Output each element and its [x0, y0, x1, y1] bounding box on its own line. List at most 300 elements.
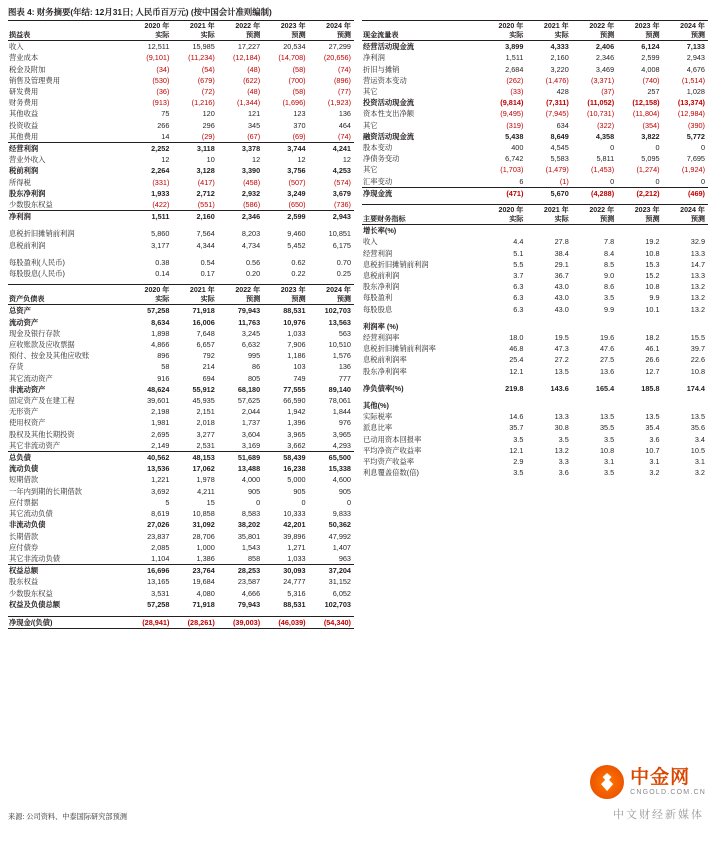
row-value: 23,764	[192, 566, 215, 576]
table-row	[8, 519, 354, 530]
column-header-year: 2021 年 实际	[526, 205, 571, 225]
table-row	[8, 542, 354, 553]
row-value: 57,258	[147, 306, 170, 316]
row-label: 增长率(%)	[363, 226, 397, 236]
row-value: 10.8	[599, 445, 615, 455]
row-value: 185.8	[641, 383, 660, 393]
row-value: 4,600	[332, 475, 351, 485]
row-value: 3.5	[513, 468, 524, 478]
row-value: (458)	[243, 177, 261, 187]
row-value	[526, 225, 571, 237]
row-value: 0	[655, 143, 660, 153]
row-label: 其他(%)	[363, 401, 389, 411]
row-label: 息税前利润	[9, 240, 46, 250]
row-value: 3,662	[287, 440, 306, 450]
table-row	[8, 616, 354, 628]
row-value: 1,942	[287, 407, 306, 417]
row-label: 经营利润	[363, 248, 393, 258]
row-value: (331)	[152, 177, 170, 187]
row-value: (4,288)	[591, 188, 615, 198]
table-row	[8, 75, 354, 86]
row-value: 3.1	[604, 457, 615, 467]
row-value: 257	[647, 87, 660, 96]
row-value: 14.7	[690, 259, 705, 269]
table-row	[8, 228, 354, 239]
row-value: 43.0	[554, 304, 569, 314]
row-value: 3,390	[241, 166, 261, 176]
row-value: 35.7	[509, 423, 524, 433]
row-value: 55,912	[192, 384, 215, 394]
row-value: 13,563	[328, 317, 351, 327]
column-header-year: 2023 年 预测	[263, 285, 308, 305]
row-label: 经营利润	[9, 144, 39, 154]
row-value: 3,965	[287, 429, 306, 439]
row-value: 3,277	[196, 429, 215, 439]
row-value: 143.6	[550, 383, 569, 393]
row-value: 3.5	[604, 293, 615, 303]
row-value: 4,545	[550, 143, 569, 153]
table-row	[8, 463, 354, 474]
row-value: 3.1	[649, 457, 660, 467]
row-label: 税金及附加	[9, 64, 46, 74]
row-value: 916	[157, 373, 170, 383]
row-value: (1)	[559, 176, 569, 186]
row-value: 10.5	[690, 445, 705, 455]
row-value: (9,101)	[146, 53, 170, 63]
row-value: 13.2	[554, 445, 569, 455]
row-value: 39,896	[283, 531, 306, 541]
row-value: 11,763	[238, 317, 261, 327]
row-label: 股东净利润	[363, 282, 400, 292]
row-label: 息税折旧摊销前利润	[9, 229, 75, 239]
row-value: 10.8	[645, 282, 660, 292]
row-value: (896)	[333, 75, 351, 85]
row-value: 103	[293, 362, 306, 372]
table-row	[8, 474, 354, 485]
row-value: 3.7	[513, 271, 524, 281]
row-value: (422)	[152, 200, 170, 210]
row-value: 5.5	[513, 259, 524, 269]
row-value: 2,531	[196, 440, 215, 450]
row-label: 股东净利润率	[363, 366, 407, 376]
row-label: 股东净利润	[9, 188, 46, 198]
row-value: 5,095	[641, 154, 660, 164]
row-value: 13.5	[645, 412, 660, 422]
row-value: 7,564	[196, 229, 215, 239]
row-value: 12	[161, 155, 170, 165]
row-value: 0.54	[200, 257, 215, 267]
row-label: 营业外收入	[9, 155, 46, 165]
table-row	[8, 154, 354, 165]
row-label: 息税前利润率	[363, 355, 407, 365]
row-value: (1,923)	[327, 98, 351, 108]
row-value: 1,407	[332, 542, 351, 552]
row-value: 1,978	[196, 475, 215, 485]
row-value: 12.1	[509, 366, 524, 376]
row-value: 2,252	[151, 144, 170, 154]
row-value: 1,104	[151, 553, 170, 563]
row-value: 23,587	[237, 577, 261, 587]
row-label: 无形资产	[9, 407, 39, 417]
left-column	[8, 20, 354, 629]
row-value: (29)	[201, 131, 215, 141]
row-value: 3.5	[558, 434, 569, 444]
table-row	[362, 176, 708, 188]
row-value: 16,006	[192, 317, 215, 327]
row-value: 0.22	[291, 269, 306, 279]
column-header-year: 2021 年 实际	[172, 285, 217, 305]
row-value: 136	[338, 362, 351, 372]
row-label: 息税前利润	[363, 271, 400, 281]
row-label: 已动用资本回报率	[363, 434, 422, 444]
row-value: 27.8	[554, 237, 569, 247]
row-value: 1,396	[287, 418, 306, 428]
row-label: 净负债率(%)	[363, 383, 404, 393]
row-value: 19,684	[192, 577, 215, 587]
row-value: 5,316	[287, 588, 306, 598]
row-value: (507)	[288, 177, 306, 187]
row-value: 6	[519, 176, 524, 186]
row-value: 16,238	[283, 464, 306, 474]
row-value: 102,703	[324, 306, 351, 316]
row-value: 18.0	[509, 333, 524, 343]
table-row	[362, 304, 708, 315]
row-value: 3,245	[241, 328, 261, 338]
row-value: 2.9	[513, 457, 524, 467]
row-value: 13.5	[690, 412, 705, 422]
table-row	[362, 411, 708, 422]
row-value: 13,165	[147, 577, 170, 587]
row-value: 17,227	[237, 42, 261, 52]
table-row	[8, 240, 354, 251]
row-value: 15.5	[690, 333, 705, 343]
row-value: 2,406	[595, 42, 615, 52]
row-label: 经营活动现金流	[363, 42, 415, 52]
row-value: 136	[338, 109, 351, 119]
row-value: 792	[202, 351, 215, 361]
table-row	[8, 508, 354, 519]
row-value: (46,039)	[278, 617, 306, 627]
row-value: 38,202	[237, 520, 261, 530]
table-row	[362, 270, 708, 281]
row-value: (1,696)	[282, 98, 306, 108]
row-value: 219.8	[505, 383, 524, 393]
row-value: 2,044	[241, 407, 261, 417]
row-value: 46.1	[645, 344, 660, 354]
row-value: 48,153	[192, 453, 215, 463]
row-value: 0	[655, 176, 660, 186]
table-row	[8, 165, 354, 176]
table-row	[362, 187, 708, 199]
row-label: 销售及管理费用	[9, 75, 61, 85]
table-row	[8, 108, 354, 119]
row-value: 7.8	[604, 237, 615, 247]
row-value: 10.8	[690, 366, 705, 376]
row-value: 10,333	[283, 509, 306, 519]
row-value: 35.5	[599, 423, 615, 433]
row-value: (551)	[197, 200, 215, 210]
table-row	[8, 257, 354, 268]
row-value: 3,744	[287, 144, 306, 154]
row-label: 融资活动现金流	[363, 131, 415, 141]
table-header-row	[8, 21, 354, 41]
site-logo	[590, 765, 706, 799]
row-value: 13.5	[599, 412, 615, 422]
row-value: (417)	[197, 177, 215, 187]
row-value: 6,632	[241, 340, 261, 350]
row-value: 0	[700, 176, 705, 186]
row-value: 905	[247, 486, 261, 496]
row-label: 应付票据	[9, 497, 39, 507]
row-value: (20,656)	[323, 53, 351, 63]
row-value: (390)	[687, 120, 705, 130]
table-row	[8, 317, 354, 328]
row-value: 3.5	[604, 468, 615, 478]
row-value: 35.6	[690, 423, 705, 433]
row-value: 4,008	[641, 64, 660, 74]
table-row	[8, 553, 354, 565]
row-value	[663, 321, 708, 332]
table-row	[362, 321, 708, 332]
row-value: (48)	[247, 64, 261, 74]
row-value: 13.3	[554, 412, 569, 422]
row-value: 28,706	[192, 531, 215, 541]
row-value: 3.5	[513, 434, 524, 444]
row-value: 6.3	[513, 282, 524, 292]
table-row	[362, 383, 708, 394]
row-label: 净现金流	[363, 188, 393, 198]
row-value: 3.6	[558, 468, 569, 478]
row-value: (3,371)	[591, 75, 615, 85]
row-label: 利润率 (%)	[363, 321, 399, 331]
row-value	[572, 321, 617, 332]
row-value: 1,033	[287, 553, 306, 563]
row-value: 38.4	[554, 248, 569, 258]
row-value: 6,052	[332, 588, 351, 598]
row-value: 2,684	[505, 64, 524, 74]
row-value: 858	[247, 553, 261, 563]
table-row	[8, 406, 354, 417]
row-value: 8.5	[604, 259, 615, 269]
row-value: 3.4	[694, 434, 705, 444]
row-value: 563	[338, 328, 351, 338]
row-value: 12	[342, 155, 351, 165]
row-label: 研发费用	[9, 87, 39, 96]
row-value: 15	[206, 497, 215, 507]
row-value: 10,976	[283, 317, 306, 327]
row-value: 3.6	[649, 434, 660, 444]
row-label: 总负债	[9, 453, 31, 463]
row-value: (9,495)	[500, 109, 524, 119]
row-value: 4,000	[241, 475, 261, 485]
row-value: 57,625	[237, 396, 261, 406]
table-row	[362, 400, 708, 411]
row-value: 1,981	[151, 418, 170, 428]
row-value: (1,476)	[545, 75, 569, 85]
table-row	[8, 52, 354, 63]
column-header-year: 2020 年 实际	[481, 205, 526, 225]
table-row	[8, 395, 354, 406]
row-value: (58)	[292, 87, 306, 96]
row-label: 短期借款	[9, 475, 39, 485]
row-value: 32.9	[690, 237, 705, 247]
row-value: 3,177	[151, 240, 170, 250]
row-value: 214	[202, 362, 215, 372]
row-value: 0	[610, 176, 615, 186]
row-value	[617, 400, 662, 411]
table-row	[362, 422, 708, 433]
table-row	[362, 445, 708, 456]
row-label: 预付、按金及其他应收账	[9, 351, 90, 361]
row-value: 58	[161, 362, 170, 372]
row-value: 30,093	[283, 566, 306, 576]
row-value: 37,204	[328, 566, 351, 576]
row-value: 5,670	[550, 188, 569, 198]
row-value: 0	[610, 143, 615, 153]
row-value	[481, 225, 526, 237]
row-value: 68,180	[237, 384, 261, 394]
row-value: 3.2	[694, 468, 705, 478]
row-value: (39,003)	[232, 617, 261, 627]
row-value: 464	[338, 120, 351, 130]
row-value: 3,692	[151, 486, 170, 496]
row-value: 1,898	[151, 328, 170, 338]
table-row	[362, 64, 708, 75]
row-value: 77,555	[283, 384, 306, 394]
row-value: 694	[202, 373, 215, 383]
row-label: 财务费用	[9, 98, 39, 108]
row-value: 30.8	[554, 423, 569, 433]
row-value: 13.3	[690, 248, 705, 258]
row-value: 0	[700, 143, 705, 153]
table-row	[362, 164, 708, 175]
row-value: 45,935	[192, 396, 215, 406]
source-note: 来源: 公司资料、中泰国际研究部预测	[8, 812, 127, 821]
row-label: 净债务变动	[363, 154, 400, 164]
row-value: (36)	[156, 87, 170, 96]
row-value: 2,346	[241, 212, 261, 222]
row-value: 88,531	[283, 306, 306, 316]
row-value: 4,241	[332, 144, 351, 154]
row-value: 12	[297, 155, 306, 165]
row-label: 其它非流动负债	[9, 553, 61, 563]
row-value: (1,216)	[191, 98, 215, 108]
row-value: 0.14	[155, 269, 170, 279]
row-value: (262)	[506, 75, 524, 85]
table-row	[8, 305, 354, 317]
table-row	[8, 452, 354, 464]
table-row	[362, 343, 708, 354]
column-header-year: 2024 年 预测	[309, 285, 354, 305]
row-value: 66,590	[283, 396, 306, 406]
row-value: 24,777	[283, 577, 306, 587]
table-row	[8, 131, 354, 143]
row-value: 896	[157, 351, 170, 361]
row-value: 0.62	[291, 257, 306, 267]
right-column	[362, 20, 708, 629]
row-value: 9,460	[287, 229, 306, 239]
row-value: 5,000	[287, 475, 306, 485]
row-value: 4,666	[241, 588, 261, 598]
row-value: 48,624	[147, 384, 170, 394]
row-value: (322)	[597, 120, 615, 130]
row-value: 27.5	[599, 355, 615, 365]
row-value: 19.5	[554, 333, 569, 343]
row-label: 应收账款及应收票据	[9, 340, 75, 350]
row-value: 1,576	[332, 351, 351, 361]
row-value: 13.2	[690, 293, 705, 303]
column-header-year: 2022 年 预测	[218, 285, 263, 305]
row-value: (1,479)	[545, 165, 569, 175]
row-value: 2,943	[332, 212, 351, 222]
row-value: 8,583	[241, 509, 261, 519]
row-value: 3,469	[595, 64, 615, 74]
row-value: 12	[252, 155, 261, 165]
row-value: 50,362	[328, 520, 351, 530]
row-value: 6,175	[332, 240, 351, 250]
row-value: 15,338	[328, 464, 351, 474]
table-header-row	[362, 21, 708, 41]
row-value: 43.0	[554, 282, 569, 292]
table-row	[362, 248, 708, 259]
table-row	[8, 576, 354, 587]
row-value: 7,133	[686, 42, 705, 52]
row-label: 平均资产收益率	[363, 457, 415, 467]
row-value: 3,679	[332, 188, 351, 198]
column-header-year: 2023 年 预测	[617, 21, 662, 41]
row-value: 805	[247, 373, 261, 383]
table-row	[8, 188, 354, 199]
row-value: 58,439	[283, 453, 306, 463]
row-value: (11,804)	[632, 109, 660, 119]
table-row	[362, 75, 708, 86]
row-value: 905	[338, 486, 351, 496]
table-row	[8, 384, 354, 395]
row-value: 8,649	[550, 131, 569, 141]
row-value: 266	[157, 120, 170, 130]
row-value	[481, 321, 526, 332]
row-value: 0.70	[336, 257, 351, 267]
column-header-year: 2022 年 预测	[572, 205, 617, 225]
row-value: 15,985	[192, 42, 215, 52]
row-label: 每股股息	[363, 304, 393, 314]
row-value: 3,822	[641, 131, 660, 141]
row-value	[617, 225, 662, 237]
row-value: 2,695	[151, 429, 170, 439]
row-label: 营业成本	[9, 53, 39, 63]
row-value: 3.5	[604, 434, 615, 444]
row-value: 7,648	[196, 328, 215, 338]
row-value	[526, 321, 571, 332]
row-value: 75	[161, 109, 170, 119]
row-value: (14,708)	[278, 53, 306, 63]
row-label: 息税折旧摊销前利润	[363, 259, 429, 269]
row-label: 每股股息(人民币)	[9, 269, 65, 279]
row-value: 2,346	[595, 53, 615, 63]
row-value: 4,211	[197, 486, 215, 496]
column-header-year: 2023 年 预测	[263, 21, 308, 41]
row-value: 89,140	[328, 384, 351, 394]
row-value: 88,531	[283, 599, 306, 609]
row-value: 3,169	[241, 440, 261, 450]
table-row	[8, 429, 354, 440]
row-label: 其它流动负债	[9, 509, 53, 519]
row-label: 净利润	[9, 212, 31, 222]
table-header-row	[8, 285, 354, 305]
row-value: 8,203	[241, 229, 261, 239]
row-value: 6,657	[196, 340, 215, 350]
row-value: 2,018	[196, 418, 215, 428]
